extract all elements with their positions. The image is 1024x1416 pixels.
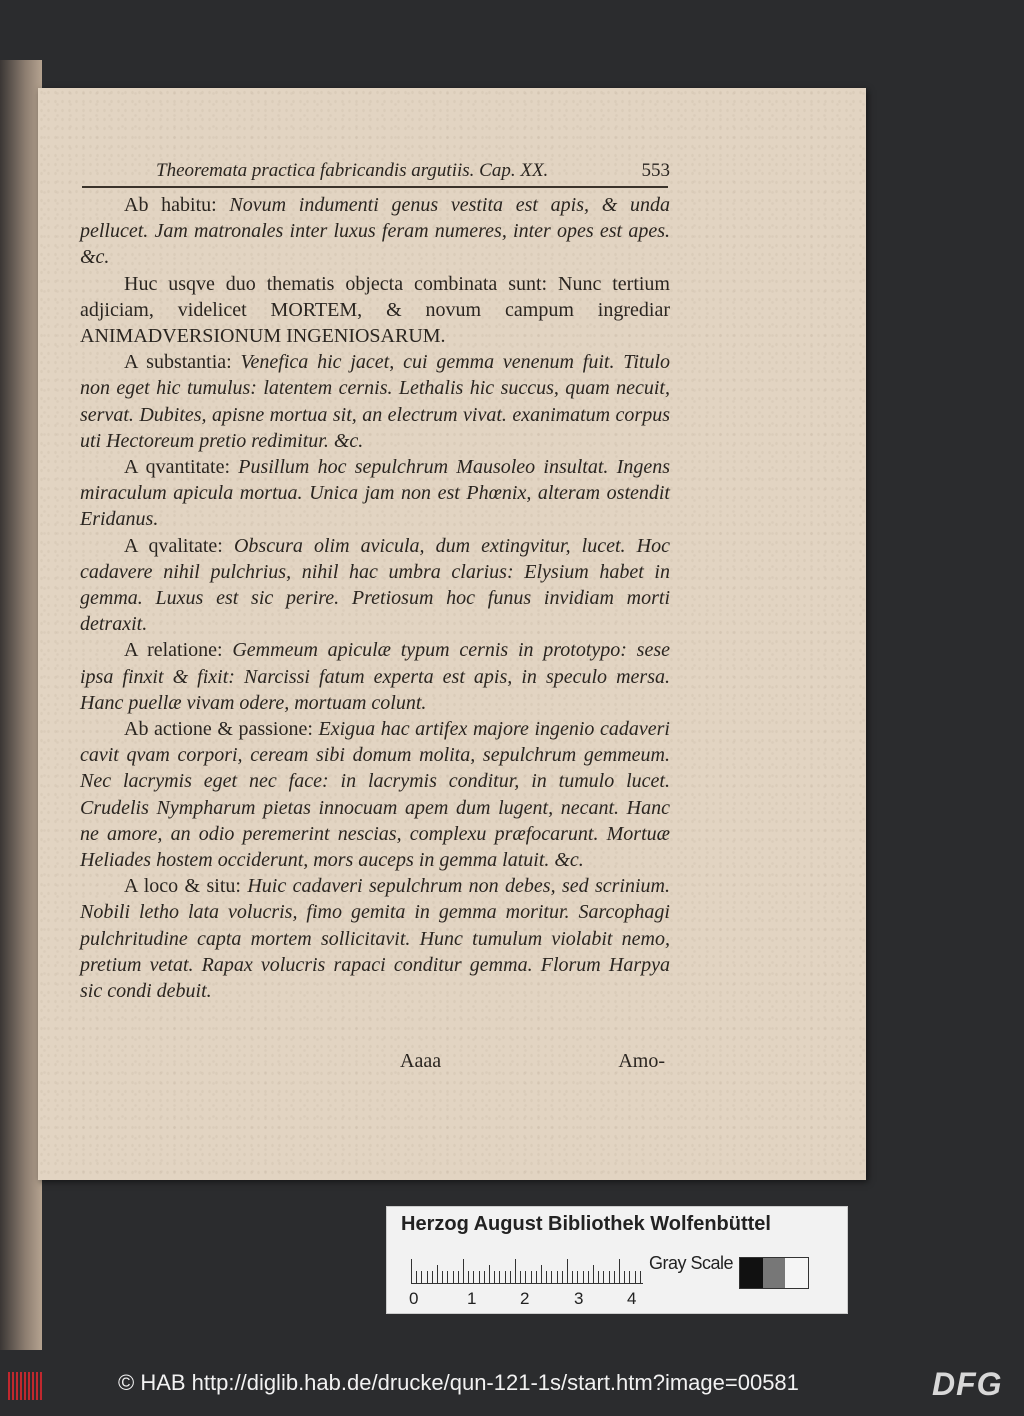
ruler-tick <box>577 1271 578 1283</box>
ruler-tick <box>442 1271 443 1283</box>
header-rule <box>82 186 668 188</box>
paragraph: Ab habitu: Novum indumenti genus vestita est apis, & unda pellucet. Jam matronales inter luxus feram numeres, inter opes est apes. &c. <box>80 194 670 269</box>
paragraph: A qvalitate: Obscura olim avicula, dum extingvitur, lucet. Hoc cadavere nihil pulchrius, nihil hac umbra clarius: Elysium habet in gemma. Luxus est sic perire. Pretiosum hoc funus invidiam morti detraxit. <box>80 534 670 636</box>
ruler-tick <box>640 1271 641 1283</box>
ruler-tick <box>603 1271 604 1283</box>
ruler-tick <box>458 1271 459 1283</box>
scale-card-title: Herzog August Bibliothek Wolfenbüttel <box>401 1213 771 1235</box>
gray-swatch <box>740 1258 763 1288</box>
gray-swatch <box>785 1258 808 1288</box>
paragraph: A qvantitate: Pusillum hoc sepulchrum Mausoleo insultat. Ingens miraculum apicula mortua. Unica jam non est Phœnix, alteram ostendit Eridanus. <box>80 456 670 531</box>
catchword: Amo- <box>618 1050 665 1072</box>
ruler-tick <box>541 1265 542 1283</box>
ruler-tick <box>598 1271 599 1283</box>
ruler-number: 4 <box>627 1289 637 1308</box>
ruler-tick <box>499 1271 500 1283</box>
ruler-tick <box>557 1271 558 1283</box>
ruler-tick <box>614 1271 615 1283</box>
ruler-tick <box>505 1271 506 1283</box>
color-scale-card <box>386 1206 848 1314</box>
ruler-tick <box>473 1271 474 1283</box>
ruler-tick <box>525 1271 526 1283</box>
ruler-tick <box>588 1271 589 1283</box>
ruler-tick <box>453 1271 454 1283</box>
ruler-tick <box>629 1271 630 1283</box>
ruler-tick <box>489 1265 490 1283</box>
ruler-tick <box>437 1265 438 1283</box>
ruler-tick <box>479 1271 480 1283</box>
ruler-tick <box>567 1259 568 1283</box>
gray-scale-bar <box>739 1257 809 1289</box>
ruler-tick <box>427 1271 428 1283</box>
paragraph: Ab actione & passione: Exigua hac artifex majore ingenio cadaveri cavit qvam corpori, ceream sibi domum molita, sepulchrum gemmeum. Nec lacrymis eget nec face: in lacrymis conditur, in tumulo lucet. Crudelis Nympharum pietas innocuam apem dum lugent, necant. Hanc ne amore, an odio peremerint nescias, complexu præfocarunt. Mortuæ Heliades hostem occiderunt, mors auceps in gemma latuit. &c. <box>80 718 670 872</box>
ruler-tick <box>421 1271 422 1283</box>
gray-scale-label: Gray Scale <box>649 1253 734 1273</box>
gray-swatch <box>763 1258 786 1288</box>
copyright-link[interactable]: © HAB http://diglib.hab.de/drucke/qun-121-1s/start.htm?image=00581 <box>118 1370 799 1395</box>
ruler-tick <box>583 1271 584 1283</box>
signature-mark: Aaaa <box>400 1050 442 1072</box>
page-text <box>80 192 670 1004</box>
dfg-logo: DFG <box>932 1366 1003 1402</box>
ruler-tick <box>593 1265 594 1283</box>
ruler-tick <box>510 1271 511 1283</box>
ruler-tick <box>562 1271 563 1283</box>
paragraph: Huc usqve duo thematis objecta combinata sunt: Nunc tertium adjiciam, videlicet MORTEM, & novum campum ingrediar ANIMADVERSIONUM INGENIOSARUM. <box>80 272 670 348</box>
ruler-tick <box>520 1271 521 1283</box>
ruler-tick <box>635 1271 636 1283</box>
ruler-tick <box>468 1271 469 1283</box>
ruler-tick <box>447 1271 448 1283</box>
ruler-number: 1 <box>467 1289 477 1308</box>
ruler-tick <box>494 1271 495 1283</box>
running-head-title: Theoremata practica fabricandis argutiis. Cap. XX. <box>156 160 549 181</box>
ruler-tick <box>416 1271 417 1283</box>
ruler <box>411 1257 643 1284</box>
ruler-number: 2 <box>520 1289 530 1308</box>
ruler-tick <box>484 1271 485 1283</box>
ruler-tick <box>609 1271 610 1283</box>
ruler-number: 0 <box>409 1289 419 1308</box>
ruler-tick <box>531 1271 532 1283</box>
ruler-tick <box>572 1271 573 1283</box>
footer-bar <box>0 1360 1024 1416</box>
ruler-tick <box>551 1271 552 1283</box>
ruler-tick <box>536 1271 537 1283</box>
ruler-tick <box>624 1271 625 1283</box>
barcode-icon <box>8 1372 44 1400</box>
ruler-tick <box>515 1259 516 1283</box>
facing-page-edge <box>0 60 42 1350</box>
paragraph: A loco & situ: Huic cadaveri sepulchrum non debes, sed scrinium. Nobili letho lata volucris, fimo gemita in gemma moritur. Sarcophagi pulchritudine capta mortem sollicitavit. Hunc tumulum violabit nemo, pretium vetat. Rapax volucris rapaci conditur gemma. Florum Harpya sic condi debuit. <box>80 875 670 1003</box>
ruler-tick <box>619 1259 620 1283</box>
ruler-number: 3 <box>574 1289 584 1308</box>
ruler-tick <box>432 1271 433 1283</box>
ruler-tick <box>546 1271 547 1283</box>
ruler-tick <box>411 1259 412 1283</box>
ruler-tick <box>463 1259 464 1283</box>
paragraph: A relatione: Gemmeum apiculæ typum cernis in prototypo: sese ipsa finxit & fixit: Narcissi fatum experta est apis, in speculo mersa. Hanc puellæ vivam odere, mortuam colunt. <box>80 639 671 714</box>
page-number: 553 <box>641 160 670 181</box>
paragraph: A substantia: Venefica hic jacet, cui gemma venenum fuit. Titulo non eget hic tumulus: latentem cernis. Lethalis hic succus, quam necuit, servat. Dubites, apisne mortua sit, an electrum vivat. exanimatum corpus uti Hectoreum pretio redimitur. &c. <box>80 351 670 452</box>
